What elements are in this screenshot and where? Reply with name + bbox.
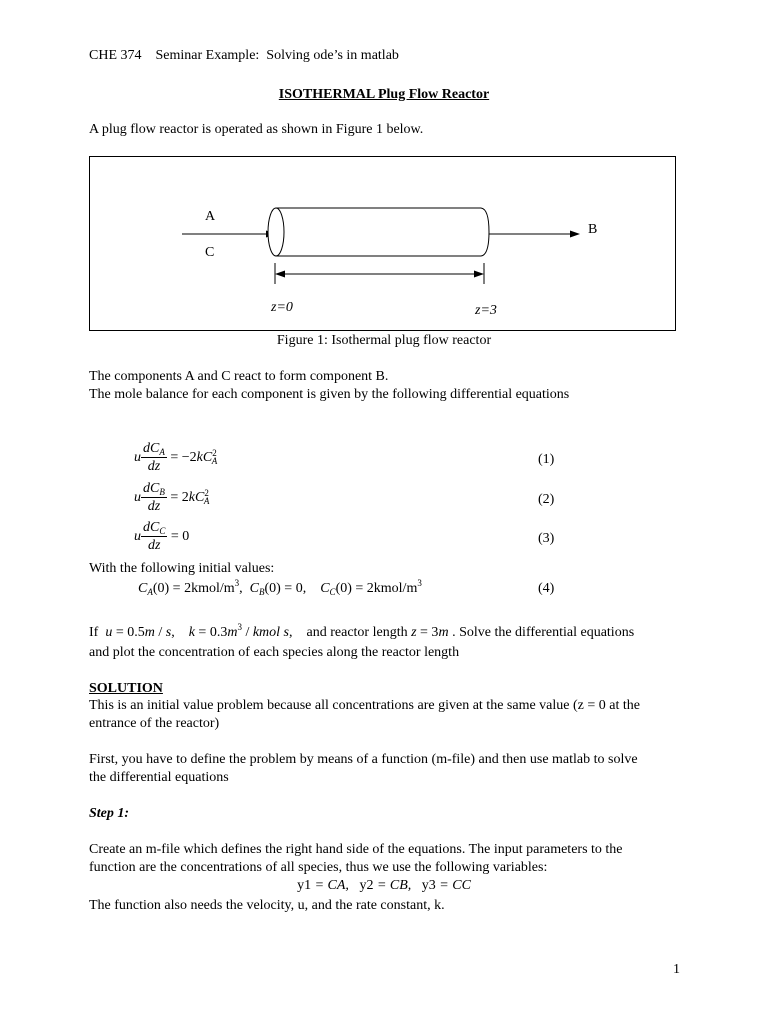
initial-values-intro: With the following initial values: — [89, 561, 275, 576]
variable-definitions: y1 = CA, y2 = CB, y3 = CC — [297, 878, 471, 893]
equation-3-number: (3) — [538, 531, 555, 546]
equation-2: u $\frac{dC_B}{dz}$ = $2kC^2_A$ — [134, 481, 210, 514]
label-a: A — [205, 209, 216, 224]
intro-text: A plug flow reactor is operated as shown in Figure 1 below. — [89, 122, 424, 137]
step-1-line-2: function are the concentrations of all species, thus we use the following variables: — [89, 860, 548, 875]
equation-1-number: (1) — [538, 452, 555, 467]
problem-line-1: If u = 0.5m / s, $k = 0.3m^3$ / kmol s, and reactor length z = 3m . Solve the differential equations — [89, 622, 635, 640]
z-end-label: z=3 — [475, 303, 497, 318]
equation-1: u $\frac{dC_A}{dz}$ = $-2kC^2_A$ — [134, 441, 218, 474]
figure-caption: Figure 1: Isothermal plug flow reactor — [276, 333, 492, 348]
step-1-line-1: Create an m-file which defines the right hand side of the equations. The input parameters to the — [89, 842, 623, 857]
document-title: ISOTHERMAL Plug Flow Reactor — [278, 87, 490, 102]
equation-3: u $\frac{dC_C}{dz}$ = 0 — [134, 520, 190, 553]
first-line-1: First, you have to define the problem by means of a function (m-file) and then use matlab to solve — [89, 752, 638, 767]
solution-line-1: This is an initial value problem because all concentrations are given at the same value (z = 0 at the — [89, 698, 640, 713]
step-1-heading: Step 1: — [89, 806, 130, 821]
problem-line-2: and plot the concentration of each species along the reactor length — [89, 645, 460, 660]
solution-line-2: entrance of the reactor) — [89, 716, 220, 731]
para-mole-balance: The mole balance for each component is given by the following differential equations — [89, 387, 570, 402]
equation-2-number: (2) — [538, 492, 555, 507]
solution-heading: SOLUTION — [89, 681, 163, 696]
label-c: C — [205, 245, 215, 260]
equation-4: $C_A(0)$ = $2kmol/m^3$, $C_B(0) = 0$, $C_C(0)$ = $2kmol/m^3$ — [138, 578, 422, 597]
para-components: The components A and C react to form component B. — [89, 369, 389, 384]
equation-4-number: (4) — [538, 581, 555, 596]
z-start-label: z=0 — [271, 300, 293, 315]
reactor-figure — [89, 156, 676, 331]
label-b: B — [588, 222, 598, 237]
page-number: 1 — [673, 962, 680, 977]
first-line-2: the differential equations — [89, 770, 229, 785]
reactor-diagram — [90, 157, 675, 330]
page-header: CHE 374 Seminar Example: Solving ode’s in matlab — [89, 48, 399, 63]
function-needs-line: The function also needs the velocity, u, and the rate constant, k. — [89, 898, 445, 913]
